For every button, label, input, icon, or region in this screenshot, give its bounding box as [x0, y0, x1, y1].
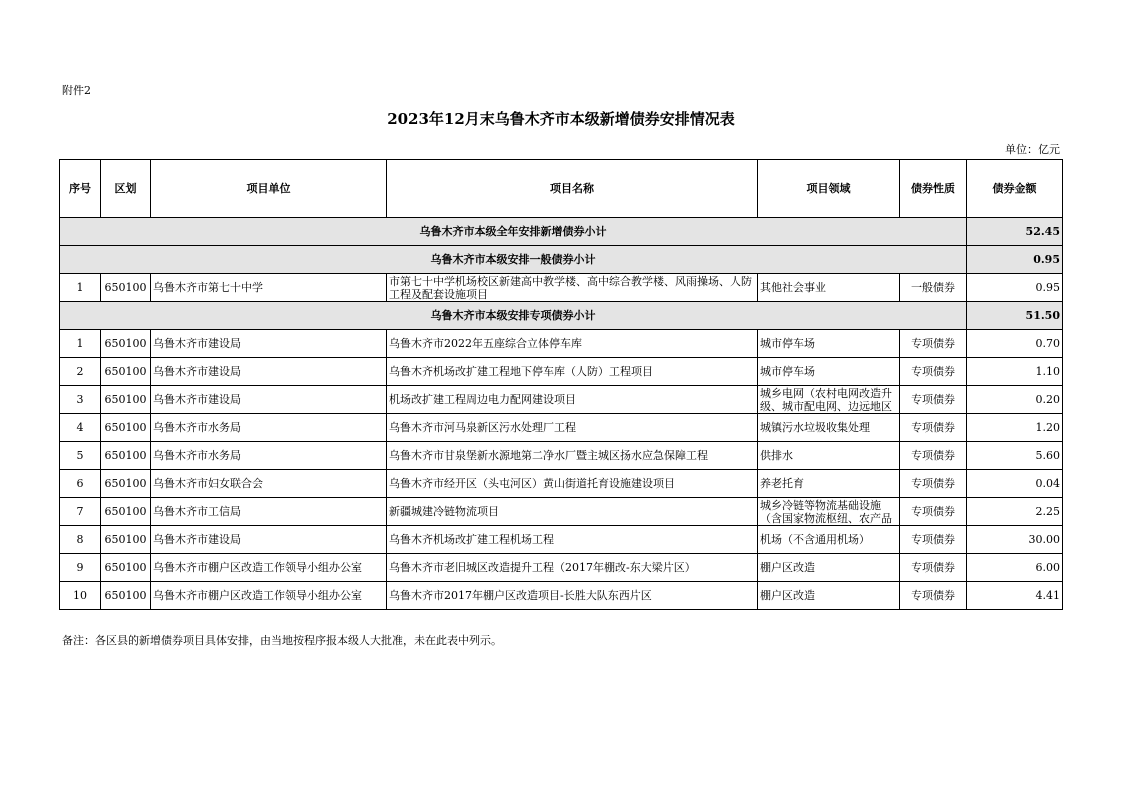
cell-no: 2 — [60, 358, 101, 386]
cell-field: 机场（不含通用机场） — [760, 533, 870, 546]
total-row — [60, 218, 1063, 246]
cell-unit: 乌鲁木齐市棚户区改造工作领导小组办公室 — [151, 554, 387, 582]
cell-no: 3 — [60, 386, 101, 414]
total-label: 乌鲁木齐市本级全年安排新增债券小计 — [60, 218, 967, 246]
cell-unit: 乌鲁木齐市建设局 — [151, 526, 387, 554]
cell-project: 市第七十中学机场校区新建高中教学楼、高中综合教学楼、风雨操场、人防工程及配套设施项目 — [389, 274, 752, 301]
cell-unit: 乌鲁木齐市第七十中学 — [151, 274, 387, 302]
cell-field: 城乡冷链等物流基础设施（含国家物流枢纽、农产品 — [760, 498, 892, 525]
cell-no: 5 — [60, 442, 101, 470]
cell-type: 专项债券 — [900, 498, 967, 526]
footnote: 备注：各区县的新增债券项目具体安排，由当地按程序报本级人大批准，未在此表中列示。 — [62, 634, 502, 647]
cell-amount: 6.00 — [967, 554, 1063, 582]
header-type: 债券性质 — [900, 160, 967, 218]
special-subtotal-amount: 51.50 — [967, 302, 1063, 330]
table-row — [60, 358, 1063, 386]
cell-type: 专项债券 — [900, 470, 967, 498]
cell-region: 650100 — [101, 414, 151, 442]
cell-region: 650100 — [101, 554, 151, 582]
special-subtotal-label: 乌鲁木齐市本级安排专项债券小计 — [60, 302, 967, 330]
table-row — [60, 498, 1063, 526]
cell-no: 6 — [60, 470, 101, 498]
cell-type: 一般债券 — [900, 274, 967, 302]
cell-no: 1 — [60, 274, 101, 302]
cell-field: 棚户区改造 — [760, 561, 815, 574]
table-row — [60, 470, 1063, 498]
cell-field: 棚户区改造 — [760, 589, 815, 602]
cell-amount: 0.20 — [967, 386, 1063, 414]
cell-unit: 乌鲁木齐市建设局 — [151, 386, 387, 414]
header-no: 序号 — [60, 160, 101, 218]
cell-project: 乌鲁木齐机场改扩建工程地下停车库（人防）工程项目 — [389, 365, 653, 378]
attachment-label: 附件2 — [62, 84, 91, 97]
general-subtotal-label: 乌鲁木齐市本级安排一般债券小计 — [60, 246, 967, 274]
cell-type: 专项债券 — [900, 386, 967, 414]
cell-type: 专项债券 — [900, 526, 967, 554]
cell-type: 专项债券 — [900, 358, 967, 386]
general-subtotal-row — [60, 246, 1063, 274]
general-subtotal-amount: 0.95 — [967, 246, 1063, 274]
header-unit: 项目单位 — [151, 160, 387, 218]
table-row — [60, 274, 1063, 302]
cell-project: 乌鲁木齐机场改扩建工程机场工程 — [389, 533, 554, 546]
cell-field: 城镇污水垃圾收集处理 — [760, 421, 870, 434]
header-project: 项目名称 — [387, 160, 758, 218]
table-row — [60, 414, 1063, 442]
total-amount: 52.45 — [967, 218, 1063, 246]
cell-no: 9 — [60, 554, 101, 582]
cell-amount: 0.95 — [967, 274, 1063, 302]
cell-unit: 乌鲁木齐市建设局 — [151, 358, 387, 386]
bond-table — [59, 159, 1063, 610]
table-row — [60, 386, 1063, 414]
cell-project: 乌鲁木齐市河马泉新区污水处理厂工程 — [389, 421, 576, 434]
cell-project: 乌鲁木齐市2017年棚户区改造项目-长胜大队东西片区 — [389, 589, 652, 602]
table-row — [60, 442, 1063, 470]
cell-type: 专项债券 — [900, 554, 967, 582]
cell-no: 4 — [60, 414, 101, 442]
page-title: 2023年12月末乌鲁木齐市本级新增债券安排情况表 — [387, 110, 735, 128]
cell-no: 8 — [60, 526, 101, 554]
cell-region: 650100 — [101, 274, 151, 302]
cell-project: 机场改扩建工程周边电力配网建设项目 — [389, 393, 576, 406]
header-field: 项目领域 — [758, 160, 900, 218]
cell-field: 供排水 — [760, 449, 793, 462]
cell-type: 专项债券 — [900, 582, 967, 610]
cell-region: 650100 — [101, 526, 151, 554]
cell-amount: 30.00 — [967, 526, 1063, 554]
header-region: 区划 — [101, 160, 151, 218]
cell-field: 其他社会事业 — [760, 281, 826, 294]
cell-project: 乌鲁木齐市甘泉堡新水源地第二净水厂暨主城区扬水应急保障工程 — [389, 449, 708, 462]
table-row — [60, 526, 1063, 554]
table-row — [60, 330, 1063, 358]
cell-unit: 乌鲁木齐市水务局 — [151, 442, 387, 470]
cell-unit: 乌鲁木齐市棚户区改造工作领导小组办公室 — [151, 582, 387, 610]
cell-project: 乌鲁木齐市老旧城区改造提升工程（2017年棚改-东大梁片区） — [389, 561, 696, 574]
cell-region: 650100 — [101, 330, 151, 358]
cell-region: 650100 — [101, 582, 151, 610]
cell-amount: 4.41 — [967, 582, 1063, 610]
table-row — [60, 582, 1063, 610]
cell-project: 新疆城建冷链物流项目 — [389, 505, 499, 518]
cell-amount: 5.60 — [967, 442, 1063, 470]
header-row — [60, 160, 1063, 218]
cell-field: 城市停车场 — [760, 337, 815, 350]
cell-unit: 乌鲁木齐市建设局 — [151, 330, 387, 358]
cell-type: 专项债券 — [900, 414, 967, 442]
cell-amount: 0.70 — [967, 330, 1063, 358]
cell-region: 650100 — [101, 498, 151, 526]
cell-unit: 乌鲁木齐市工信局 — [151, 498, 387, 526]
cell-region: 650100 — [101, 470, 151, 498]
table-row — [60, 554, 1063, 582]
cell-region: 650100 — [101, 442, 151, 470]
cell-type: 专项债券 — [900, 330, 967, 358]
cell-project: 乌鲁木齐市2022年五座综合立体停车库 — [389, 337, 582, 350]
header-amount: 债券金额 — [967, 160, 1063, 218]
cell-field: 城市停车场 — [760, 365, 815, 378]
cell-project: 乌鲁木齐市经开区（头屯河区）黄山街道托育设施建设项目 — [389, 477, 675, 490]
cell-unit: 乌鲁木齐市妇女联合会 — [151, 470, 387, 498]
cell-no: 1 — [60, 330, 101, 358]
cell-region: 650100 — [101, 386, 151, 414]
cell-unit: 乌鲁木齐市水务局 — [151, 414, 387, 442]
cell-field: 城乡电网（农村电网改造升级、城市配电网、边远地区 — [760, 386, 892, 413]
special-subtotal-row — [60, 302, 1063, 330]
cell-amount: 1.10 — [967, 358, 1063, 386]
cell-no: 10 — [60, 582, 101, 610]
cell-amount: 2.25 — [967, 498, 1063, 526]
cell-field: 养老托育 — [760, 477, 804, 490]
cell-amount: 0.04 — [967, 470, 1063, 498]
cell-type: 专项债券 — [900, 442, 967, 470]
unit-label: 单位：亿元 — [1005, 143, 1060, 156]
cell-amount: 1.20 — [967, 414, 1063, 442]
cell-no: 7 — [60, 498, 101, 526]
cell-region: 650100 — [101, 358, 151, 386]
